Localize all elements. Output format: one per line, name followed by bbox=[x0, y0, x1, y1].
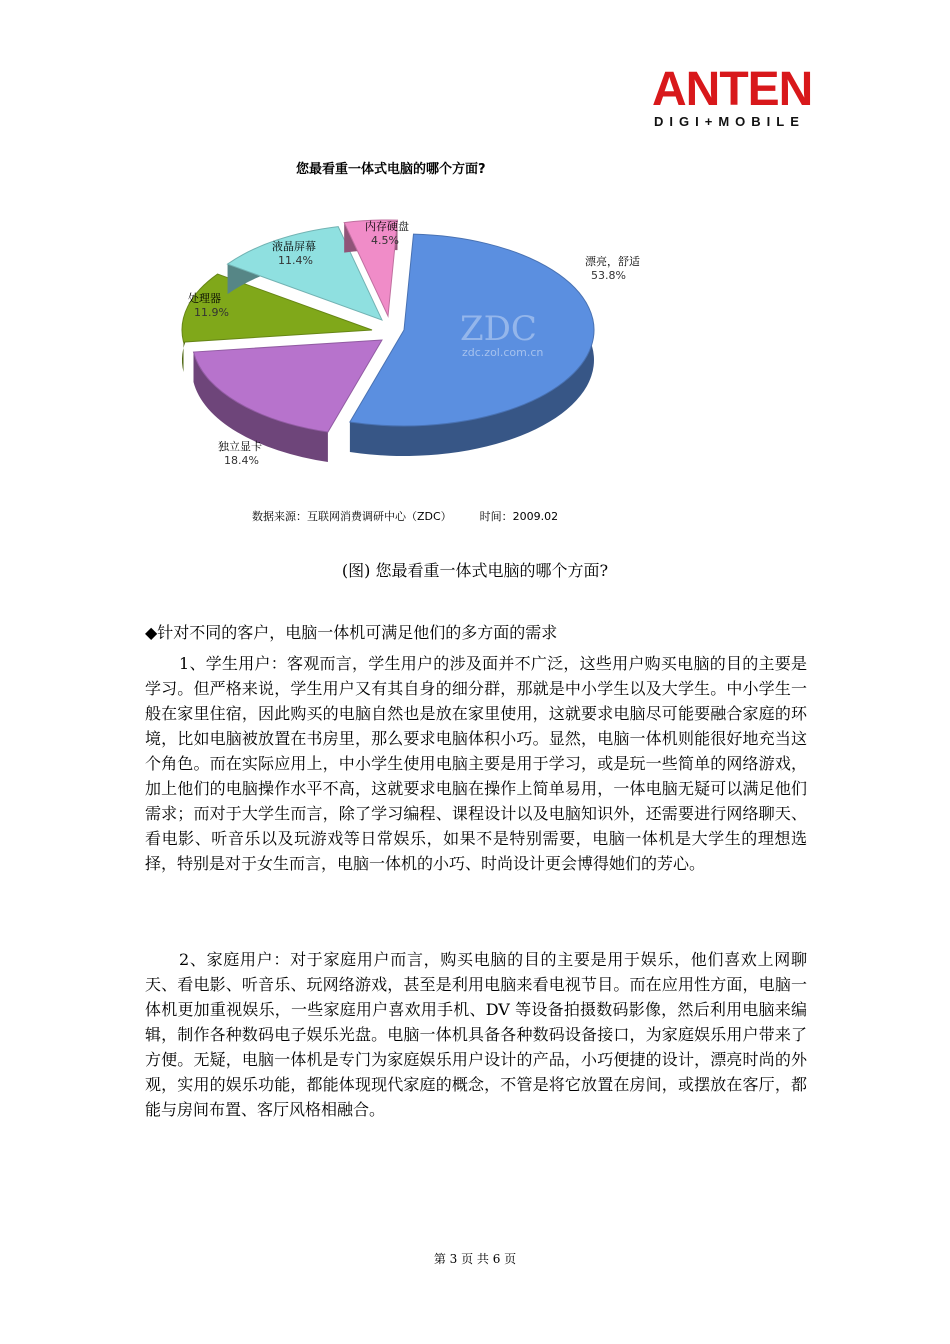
slice-value-label: 18.4% bbox=[224, 454, 259, 467]
chart-source: 数据来源：互联网消费调研中心（ZDC） 时间：2009.02 bbox=[252, 510, 559, 523]
chart-watermark: ZDC bbox=[460, 309, 537, 349]
slice-value-label: 11.9% bbox=[194, 306, 229, 319]
slice-label: 独立显卡 bbox=[218, 440, 262, 453]
chart-title: 您最看重一体式电脑的哪个方面? bbox=[296, 162, 486, 177]
slice-label: 内存硬盘 bbox=[365, 220, 409, 233]
slice-value-label: 11.4% bbox=[278, 254, 313, 267]
figure-caption: (图) 您最看重一体式电脑的哪个方面? bbox=[341, 561, 609, 580]
logo-wordmark: ANTEN bbox=[652, 63, 813, 116]
logo-tagline: DIGI+MOBILE bbox=[654, 114, 805, 129]
chart-watermark-url: zdc.zol.com.cn bbox=[462, 346, 544, 359]
section-title: ◆针对不同的客户，电脑一体机可满足他们的多方面的需求 bbox=[145, 623, 558, 642]
slice-label: 漂亮，舒适 bbox=[585, 255, 640, 268]
slice-label: 处理器 bbox=[188, 292, 221, 305]
pie-chart bbox=[160, 210, 660, 480]
paragraph-students: 1、学生用户：客观而言，学生用户的涉及面并不广泛，这些用户购买电脑的目的主要是学习。但严格来说，学生用户又有其自身的细分群，那就是中小学生以及大学生。中小学生一般在家里住宿，因此购买的电脑自然也是放在家里使用，这就要求电脑尽可能要融合家庭的环境，比如电脑被放置在书房里，那么要求电脑体积小巧。显然，电脑一体机则能很好地充当这个角色。而在实际应用上，中小学生使用电脑主要是用于学习，或是玩一些简单的网络游戏，加上他们的电脑操作水平不高，这就要求电脑在操作上简单易用，一体电脑无疑可以满足他们需求；而对于大学生而言，除了学习编程、课程设计以及电脑知识外，还需要进行网络聊天、看电影、听音乐以及玩游戏等日常娱乐，如果不是特别需要，电脑一体机是大学生的理想选择，特别是对于女生而言，电脑一体机的小巧、时尚设计更会博得她们的芳心。 bbox=[145, 654, 807, 873]
paragraph-families: 2、家庭用户：对于家庭用户而言，购买电脑的目的主要是用于娱乐，他们喜欢上网聊天、看电影、听音乐、玩网络游戏，甚至是利用电脑来看电视节目。而在应用性方面，电脑一体机更加重视娱乐，一些家庭用户喜欢用手机、DV 等设备拍摄数码影像，然后利用电脑来编辑，制作各种数码电子娱乐光盘。电脑一体机具备各种数码设备接口，为家庭娱乐用户带来了方便。无疑，电脑一体机是专门为家庭娱乐用户设计的产品，小巧便捷的设计，漂亮时尚的外观，实用的娱乐功能，都能体现现代家庭的概念，不管是将它放置在房间，或摆放在客厅，都能与房间布置、客厅风格相融合。 bbox=[145, 950, 807, 1119]
page-footer: 第 3 页 共 6 页 bbox=[433, 1252, 517, 1266]
slice-label: 液晶屏幕 bbox=[272, 240, 316, 253]
slice-value-label: 53.8% bbox=[591, 269, 626, 282]
slice-value-label: 4.5% bbox=[371, 234, 399, 247]
anten-logo bbox=[652, 63, 868, 132]
